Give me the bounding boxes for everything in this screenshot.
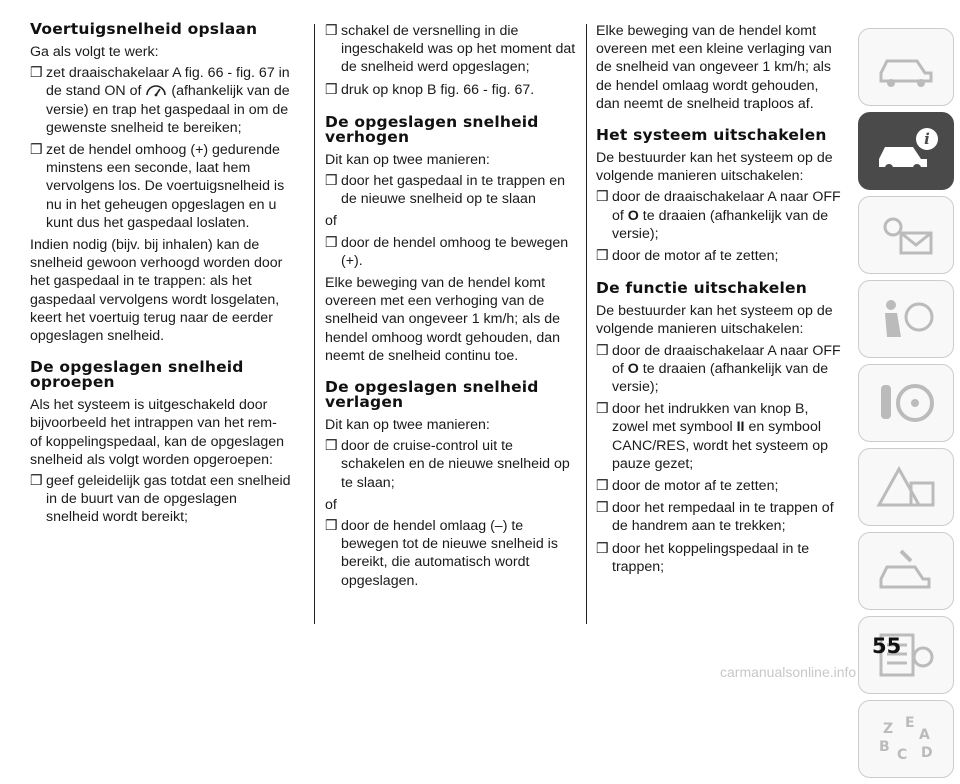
tab-car-overview[interactable] [858,28,954,106]
airbag-icon [871,291,941,347]
paragraph: Als het systeem is uitgeschakeld door bijvoorbeeld het intrappen van het rem- of koppelingspedaal, kan de opgeslagen snelheid als volgt worden opgeroepen: [30,397,285,468]
bullet-item: ❒ geef geleidelijk gas totdat een snelheid in de buurt van de opgeslagen snelheid wordt bereikt; [30,473,291,526]
bullet-box-icon: ❒ [325,81,338,98]
paragraph: Indien nodig (bijv. bij inhalen) kan de snelheid gewoon verhoogd worden door het gaspedaal in te trappen: als het gaspedaal vervolgens wordt losgelaten, keert het voertuig terug naar de eerder opgeslagen snelheid. [30,237,283,345]
bullet-box-icon: ❒ [325,518,338,535]
bullet-box-icon: ❒ [325,438,338,455]
bullet-item: ❒ door het gaspedaal in te trappen en de nieuwe snelheid op te slaan [325,173,566,208]
bullet-box-icon: ❒ [596,189,609,206]
paragraph: Elke beweging van de hendel komt overeen met een verhoging van de snelheid van ongeveer 1 km/h; als de hendel omhoog wordt gehouden, dan neemt de snelheid continu toe. [325,275,561,364]
svg-text:Z: Z [883,721,894,737]
svg-text:D: D [921,745,933,761]
alphabet-index-icon [871,711,941,767]
bullet-box-icon: ❒ [325,173,338,190]
paragraph: Ga als volgt te werk: [30,44,159,60]
bullet-box-icon: ❒ [596,478,609,495]
bullet-item: ❒ door het koppelingspedaal in te trappen; [596,540,810,575]
page-number: 55 [872,634,902,658]
bullet-box-icon: ❒ [596,342,609,359]
bullet-item: ❒ door de motor af te zetten; [596,478,779,495]
bullet-item: ❒ zet de hendel omhoog (+) gedurende minstens een seconde, laat hem vervolgens los. De voertuigsnelheid is nu in het geheugen opgeslagen en u kunt dus het gaspedaal loslaten. [30,142,285,231]
tab-emergency[interactable] [858,448,954,526]
bullet-item: ❒ door de draaischakelaar A naar OFF of O te draaien (afhankelijk van de versie); [596,342,841,396]
warning-triangle-icon [871,459,941,515]
paragraph: Dit kan op twee manieren: [325,151,490,168]
paragraph: Elke beweging van de hendel komt overeen met een kleine verlaging van de snelheid van ongeveer 1 km/h; als de hendel omlaag wordt gehouden, dan neemt de snelheid traploos af. [596,23,832,112]
column-divider [586,24,587,624]
tab-maintenance[interactable] [858,532,954,610]
column-2 [325,22,577,594]
heading-store-speed: Voertuigsnelheid opslaan [30,20,258,38]
heading-system-off: Het systeem uitschakelen [596,126,827,145]
bullet-item: ❒ zet draaischakelaar A fig. 66 - fig. 67 in de stand ON of (afhankelijk van de versie) en trap het gaspedaal in om de gewenste snelheid te bereiken; [30,65,290,136]
chapter-tabs [858,28,956,784]
bullet-box-icon: ❒ [325,234,338,251]
svg-text:C: C [897,747,908,763]
bullet-item: ❒ druk op knop B fig. 66 - fig. 67. [325,81,535,98]
column-1 [30,22,292,531]
car-info-icon [871,123,941,179]
bullet-box-icon: ❒ [30,473,43,490]
paragraph: Dit kan op twee manieren: [325,417,490,434]
bullet-box-icon: ❒ [596,248,609,265]
bullet-item: ❒ door de hendel omhoog te bewegen (+). [325,234,569,269]
tab-lights-instruments[interactable] [858,196,954,274]
bullet-item: ❒ door de motor af te zetten; [596,248,779,265]
bullet-item: ❒ schakel de versnelling in die ingeschakeld was op het moment dat de snelheid werd opgeslagen; [325,23,576,76]
steering-wheel-icon [871,375,941,431]
bullet-box-icon: ❒ [596,500,609,517]
heading-decrease-speed: De opgeslagen snelheid verlagen [325,378,539,412]
tab-driving[interactable] [858,364,954,442]
bullet-item: ❒ door de hendel omlaag (–) te bewegen tot de nieuwe snelheid is bereikt, die automatisch wordt opgeslagen. [325,518,558,589]
bullet-item: ❒ door de cruise-control uit te schakelen en de nieuwe snelheid op te slaan; [325,438,570,491]
car-icon [871,39,941,95]
bullet-item: ❒ door het indrukken van knop B, zowel met symbool II en symbool CANC/RES, wordt het systeem op pauze gezet; [596,401,829,472]
bullet-box-icon: ❒ [30,142,43,159]
svg-text:i: i [924,130,930,148]
bullet-box-icon: ❒ [596,540,609,557]
column-divider [314,24,315,624]
svg-text:E: E [905,715,915,731]
bullet-item: ❒ door de draaischakelaar A naar OFF of O te draaien (afhankelijk van de versie); [596,189,841,242]
heading-increase-speed: De opgeslagen snelheid verhogen [325,112,539,146]
bullet-box-icon: ❒ [30,65,43,82]
svg-text:A: A [919,727,930,743]
light-envelope-icon [871,207,941,263]
paragraph: De bestuurder kan het systeem op de volgende manieren uitschakelen: [596,303,833,338]
tab-car-info[interactable] [858,112,954,190]
column-3 [596,22,842,580]
heading-recall-speed: De opgeslagen snelheid oproepen [30,358,244,392]
cruise-control-icon [145,84,167,97]
bullet-box-icon: ❒ [325,23,338,39]
tab-index[interactable] [858,700,954,778]
paragraph: De bestuurder kan het systeem op de volgende manieren uitschakelen: [596,150,833,185]
or-text: of [325,496,337,513]
svg-text:B: B [879,739,890,755]
tab-safety[interactable] [858,280,954,358]
heading-function-off: De functie uitschakelen [596,279,807,298]
watermark: carmanualsonline.info [720,664,857,680]
bullet-item: ❒ door het rempedaal in te trappen of de handrem aan te trekken; [596,500,834,535]
bullet-box-icon: ❒ [596,401,609,418]
wrench-car-icon [871,543,941,599]
or-text: of [325,213,337,230]
